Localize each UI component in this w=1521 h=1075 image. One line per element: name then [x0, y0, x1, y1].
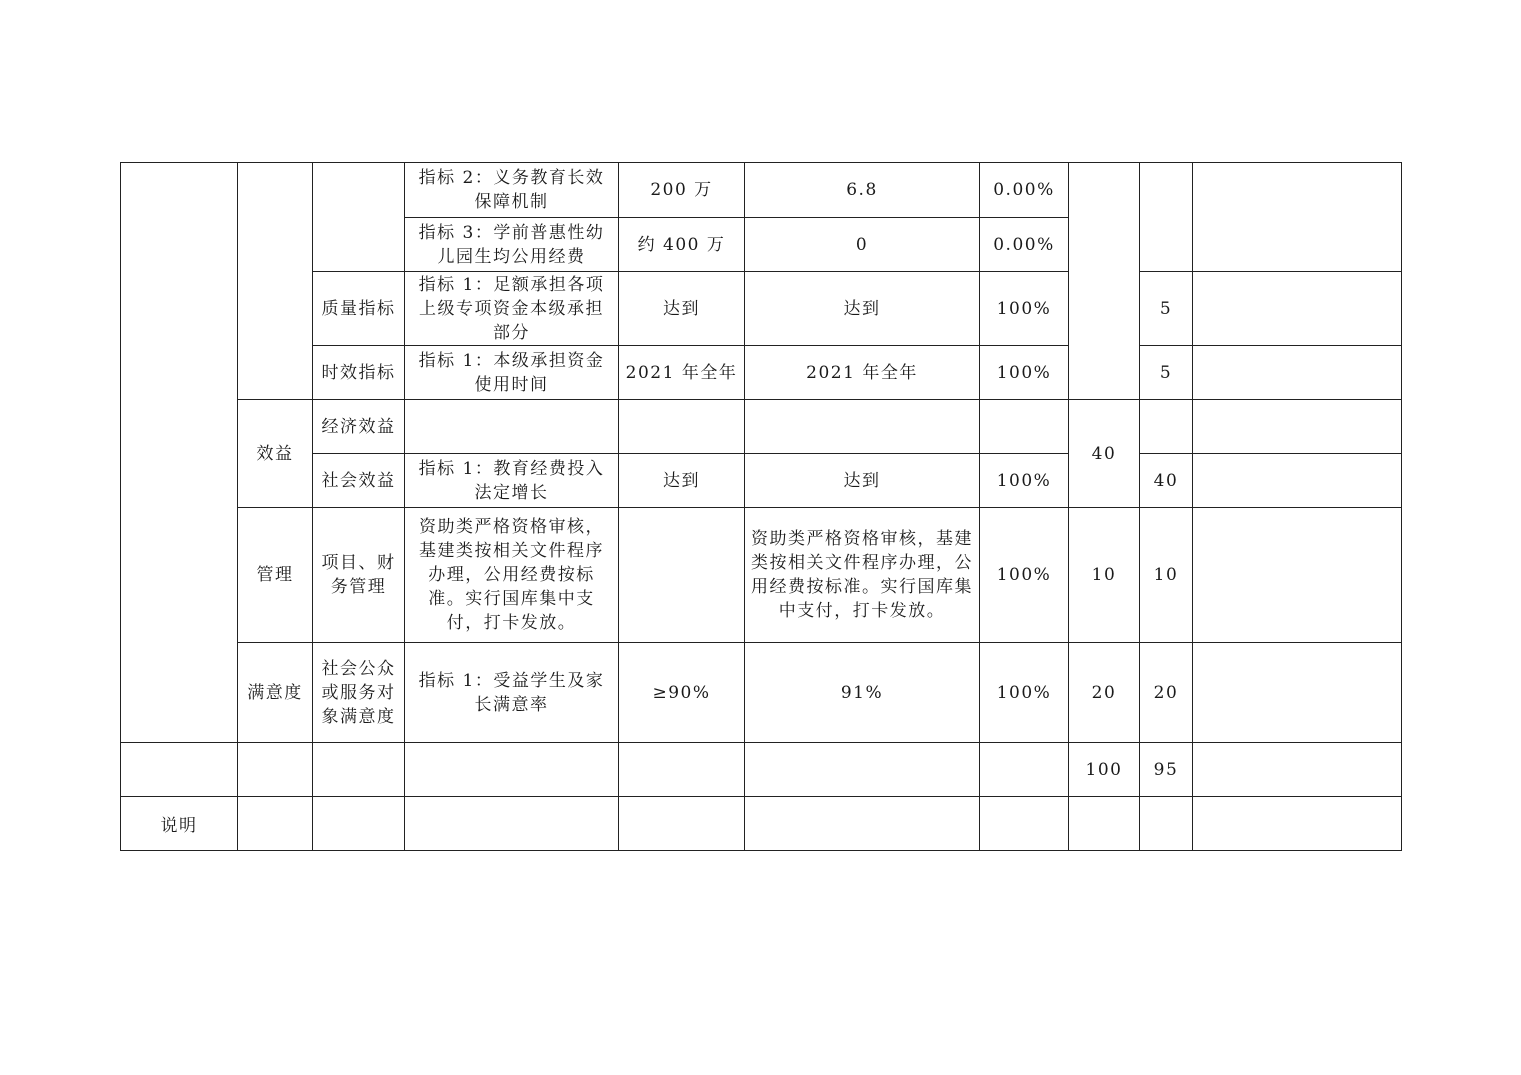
target-cell	[619, 400, 745, 454]
remark-cell	[1193, 454, 1402, 508]
table-row	[121, 643, 1402, 743]
target-cell: 约 400 万	[619, 218, 745, 272]
level2-cell: 经济效益	[313, 400, 405, 454]
table-row	[121, 400, 1402, 454]
table-row	[121, 346, 1402, 400]
rate-cell: 100%	[980, 346, 1069, 400]
actual-cell	[745, 400, 980, 454]
indicator-cell: 指标 2：义务教育长效保障机制	[405, 163, 619, 218]
blank-cell	[619, 797, 745, 851]
remark-cell	[1193, 272, 1402, 346]
score-cell-blank	[1140, 163, 1193, 272]
score-cell	[1140, 400, 1193, 454]
blank-cell	[980, 797, 1069, 851]
actual-cell: 91%	[745, 643, 980, 743]
blank-cell	[745, 743, 980, 797]
level2-cell: 时效指标	[313, 346, 405, 400]
performance-table	[120, 162, 1402, 851]
target-cell: 2021 年全年	[619, 346, 745, 400]
level2-cell: 质量指标	[313, 272, 405, 346]
indicator-cell: 指标 3：学前普惠性幼儿园生均公用经费	[405, 218, 619, 272]
remark-cell	[1193, 346, 1402, 400]
table-row	[121, 272, 1402, 346]
level2-cell: 项目、财务管理	[313, 508, 405, 643]
weight-cell-blank	[1069, 163, 1140, 400]
actual-cell: 6.8	[745, 163, 980, 218]
note-row	[121, 797, 1402, 851]
note-label-cell	[120, 796, 238, 851]
total-score-cell: 95	[1140, 743, 1193, 797]
total-label-cell	[120, 742, 238, 796]
indicator-cell: 指标 1：受益学生及家长满意率	[405, 643, 619, 743]
blank-cell	[238, 743, 313, 797]
blank-cell	[1069, 797, 1140, 851]
total-weight-cell: 100	[1069, 743, 1140, 797]
table-row	[121, 508, 1402, 643]
total-row	[121, 743, 1402, 797]
actual-cell: 达到	[745, 454, 980, 508]
rate-cell: 100%	[980, 272, 1069, 346]
rate-cell: 100%	[980, 508, 1069, 643]
blank-cell	[313, 743, 405, 797]
weight-cell: 40	[1069, 400, 1140, 508]
target-cell: 200 万	[619, 163, 745, 218]
target-cell	[619, 508, 745, 643]
level1-cell: 效益	[238, 400, 313, 508]
blank-cell	[405, 797, 619, 851]
level1-cell: 管理	[238, 508, 313, 643]
remark-cell-blank	[1193, 163, 1402, 272]
level2-cell-blank	[313, 163, 405, 272]
blank-cell	[745, 797, 980, 851]
blank-cell	[1140, 797, 1193, 851]
blank-cell	[313, 797, 405, 851]
indicator-cell	[405, 400, 619, 454]
remark-cell	[1193, 400, 1402, 454]
remark-cell	[1193, 508, 1402, 643]
actual-cell: 达到	[745, 272, 980, 346]
table-row	[121, 454, 1402, 508]
first-column-overlay	[120, 742, 237, 850]
remark-cell	[1193, 643, 1402, 743]
table-row	[121, 163, 1402, 218]
score-cell: 40	[1140, 454, 1193, 508]
note-label: 说明	[160, 816, 198, 836]
remark-cell	[1193, 797, 1402, 851]
blank-cell	[238, 797, 313, 851]
actual-cell: 资助类严格资格审核，基建类按相关文件程序办理，公用经费按标准。实行国库集中支付，打卡发放。	[745, 508, 980, 643]
indicator-cell: 指标 1：本级承担资金使用时间	[405, 346, 619, 400]
target-cell: 达到	[619, 272, 745, 346]
blank-cell	[980, 743, 1069, 797]
blank-cell	[619, 743, 745, 797]
level2-cell: 社会效益	[313, 454, 405, 508]
rate-cell: 100%	[980, 454, 1069, 508]
level2-cell: 社会公众或服务对象满意度	[313, 643, 405, 743]
score-cell: 10	[1140, 508, 1193, 643]
rate-cell: 0.00%	[980, 218, 1069, 272]
weight-cell: 20	[1069, 643, 1140, 743]
indicator-cell: 指标 1：足额承担各项上级专项资金本级承担部分	[405, 272, 619, 346]
rate-cell: 100%	[980, 643, 1069, 743]
target-cell: ≥90%	[619, 643, 745, 743]
score-cell: 20	[1140, 643, 1193, 743]
level1-cell-blank	[238, 163, 313, 400]
blank-cell	[405, 743, 619, 797]
score-cell: 5	[1140, 272, 1193, 346]
weight-cell: 10	[1069, 508, 1140, 643]
actual-cell: 2021 年全年	[745, 346, 980, 400]
indicator-cell: 指标 1：教育经费投入法定增长	[405, 454, 619, 508]
indicator-cell: 资助类严格资格审核，基建类按相关文件程序办理，公用经费按标准。实行国库集中支付，打卡发放。	[405, 508, 619, 643]
score-cell: 5	[1140, 346, 1193, 400]
rate-cell	[980, 400, 1069, 454]
rate-cell: 0.00%	[980, 163, 1069, 218]
actual-cell: 0	[745, 218, 980, 272]
target-cell: 达到	[619, 454, 745, 508]
level1-cell: 满意度	[238, 643, 313, 743]
remark-cell	[1193, 743, 1402, 797]
